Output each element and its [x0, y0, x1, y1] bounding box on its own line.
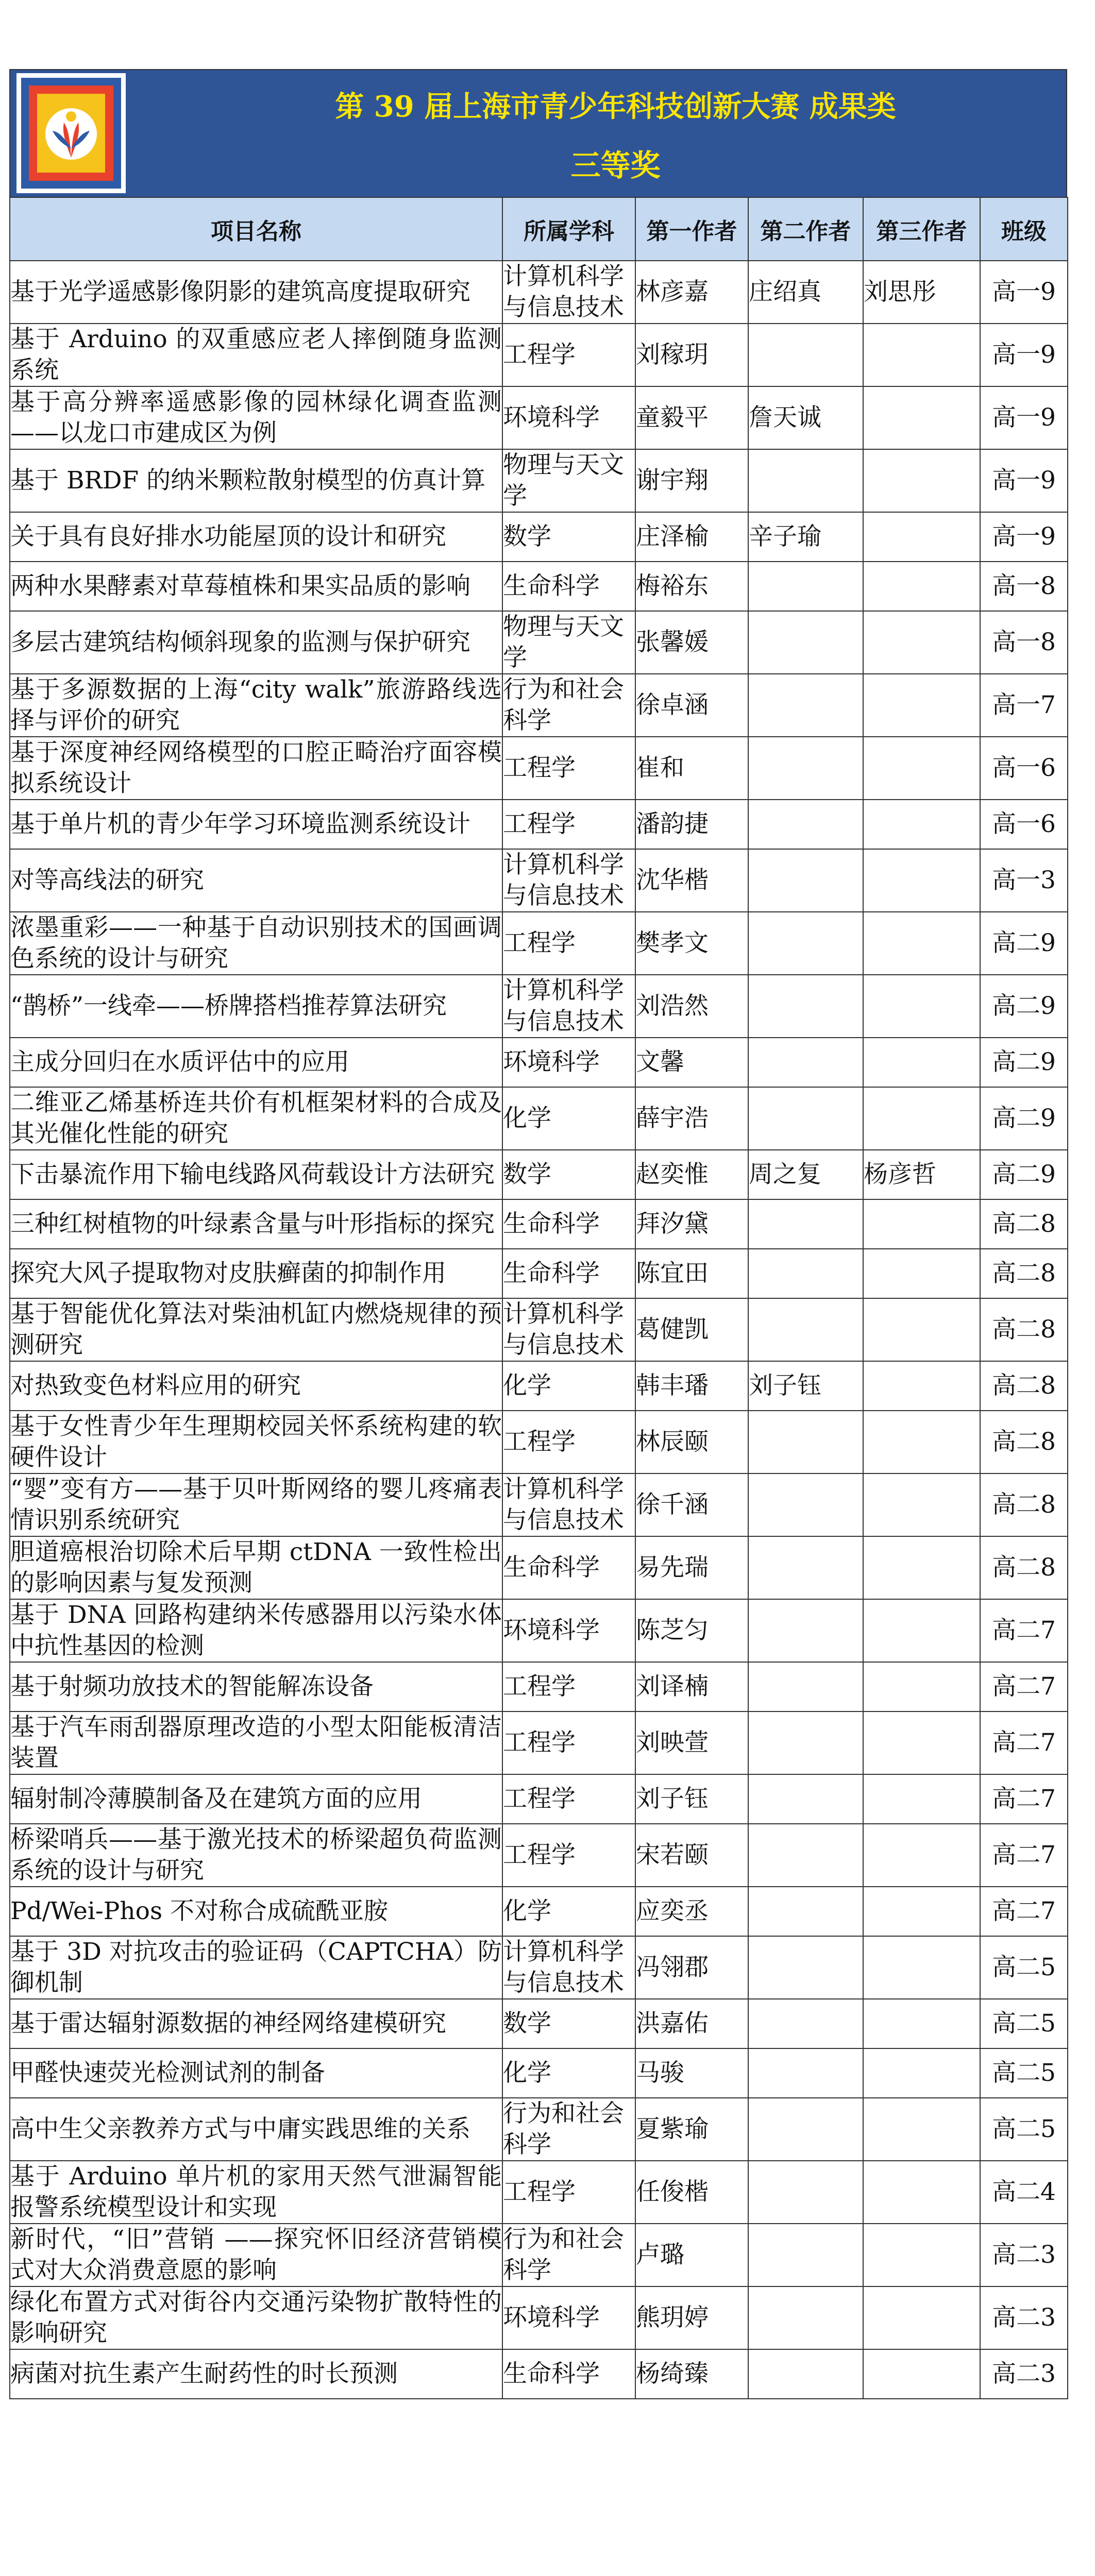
third-author-cell — [863, 1038, 980, 1087]
third-author-cell — [863, 2349, 980, 2399]
second-author-cell — [748, 1774, 863, 1824]
class-cell: 高二7 — [980, 1711, 1068, 1774]
class-cell: 高二7 — [980, 1662, 1068, 1711]
project-title-cell: 基于女性青少年生理期校园关怀系统构建的软硬件设计 — [10, 1411, 502, 1473]
second-author-cell — [748, 1887, 863, 1936]
third-author-cell — [863, 912, 980, 975]
table-row — [10, 386, 1068, 449]
first-author-cell: 赵奕惟 — [635, 1150, 748, 1199]
table-row — [10, 261, 1068, 324]
project-title-cell: 两种水果酵素对草莓植株和果实品质的影响 — [10, 562, 502, 611]
third-author-cell — [863, 1774, 980, 1824]
subject-cell: 工程学 — [502, 1662, 635, 1711]
table-row — [10, 2048, 1068, 2098]
table-row — [10, 512, 1068, 562]
class-cell: 高一6 — [980, 800, 1068, 849]
award-banner — [9, 69, 1067, 197]
third-author-cell — [863, 1199, 980, 1249]
third-author-cell — [863, 737, 980, 800]
second-author-cell — [748, 1999, 863, 2048]
table-row — [10, 1038, 1068, 1087]
class-cell: 高二3 — [980, 2286, 1068, 2349]
second-author-cell — [748, 324, 863, 386]
third-author-cell — [863, 674, 980, 737]
class-cell: 高二8 — [980, 1361, 1068, 1411]
first-author-cell: 杨绮臻 — [635, 2349, 748, 2399]
second-author-cell — [748, 1536, 863, 1599]
first-author-cell: 谢宇翔 — [635, 449, 748, 512]
third-author-cell — [863, 1473, 980, 1536]
first-author-cell: 薛宇浩 — [635, 1087, 748, 1150]
table-row — [10, 1150, 1068, 1199]
second-author-cell — [748, 1936, 863, 1999]
first-author-cell: 冯翎郡 — [635, 1936, 748, 1999]
project-title-cell: 多层古建筑结构倾斜现象的监测与保护研究 — [10, 611, 502, 674]
class-cell: 高二5 — [980, 2098, 1068, 2161]
table-row — [10, 737, 1068, 800]
second-author-cell: 辛子瑜 — [748, 512, 863, 562]
class-cell: 高一9 — [980, 449, 1068, 512]
table-row — [10, 1298, 1068, 1361]
table-row — [10, 912, 1068, 975]
first-author-cell: 梅裕东 — [635, 562, 748, 611]
subject-cell: 工程学 — [502, 800, 635, 849]
subject-cell: 生命科学 — [502, 2349, 635, 2399]
subject-cell: 计算机科学与信息技术 — [502, 849, 635, 912]
project-title-cell: 对等高线法的研究 — [10, 849, 502, 912]
second-author-cell: 詹天诚 — [748, 386, 863, 449]
first-author-cell: 张馨媛 — [635, 611, 748, 674]
class-cell: 高二7 — [980, 1774, 1068, 1824]
first-author-cell: 沈华楷 — [635, 849, 748, 912]
subject-cell: 工程学 — [502, 912, 635, 975]
first-author-cell: 夏紫瑜 — [635, 2098, 748, 2161]
first-author-cell: 刘稼玥 — [635, 324, 748, 386]
third-author-cell — [863, 1361, 980, 1411]
subject-cell: 行为和社会科学 — [502, 2224, 635, 2286]
award-level-title: 三等奖 — [570, 148, 661, 183]
class-cell: 高二8 — [980, 1536, 1068, 1599]
table-row — [10, 1249, 1068, 1298]
subject-cell: 计算机科学与信息技术 — [502, 1936, 635, 1999]
subject-cell: 生命科学 — [502, 1249, 635, 1298]
second-author-cell — [748, 1824, 863, 1887]
first-author-cell: 徐千涵 — [635, 1473, 748, 1536]
subject-cell: 数学 — [502, 512, 635, 562]
subject-cell: 生命科学 — [502, 562, 635, 611]
class-cell: 高二7 — [980, 1824, 1068, 1887]
third-author-cell — [863, 1662, 980, 1711]
table-row — [10, 1936, 1068, 1999]
project-title-cell: 新时代，“旧”营销 ——探究怀旧经济营销模式对大众消费意愿的影响 — [10, 2224, 502, 2286]
table-row — [10, 674, 1068, 737]
column-header-class: 班级 — [980, 197, 1068, 261]
table-row — [10, 1087, 1068, 1150]
class-cell: 高一9 — [980, 512, 1068, 562]
first-author-cell: 潘韵捷 — [635, 800, 748, 849]
table-row — [10, 2286, 1068, 2349]
subject-cell: 工程学 — [502, 1824, 635, 1887]
second-author-cell — [748, 2349, 863, 2399]
second-author-cell — [748, 449, 863, 512]
first-author-cell: 童毅平 — [635, 386, 748, 449]
project-title-cell: 基于 BRDF 的纳米颗粒散射模型的仿真计算 — [10, 449, 502, 512]
class-cell: 高二3 — [980, 2224, 1068, 2286]
third-author-cell — [863, 386, 980, 449]
table-row — [10, 1999, 1068, 2048]
second-author-cell — [748, 1473, 863, 1536]
column-header-second-author: 第二作者 — [748, 197, 863, 261]
subject-cell: 化学 — [502, 2048, 635, 2098]
second-author-cell: 庄绍真 — [748, 261, 863, 324]
second-author-cell — [748, 1662, 863, 1711]
third-author-cell — [863, 512, 980, 562]
class-cell: 高一9 — [980, 261, 1068, 324]
subject-cell: 工程学 — [502, 737, 635, 800]
project-title-cell: 下击暴流作用下输电线路风荷载设计方法研究 — [10, 1150, 502, 1199]
second-author-cell — [748, 1711, 863, 1774]
project-title-cell: 基于 DNA 回路构建纳米传感器用以污染水体中抗性基因的检测 — [10, 1599, 502, 1662]
second-author-cell — [748, 674, 863, 737]
table-row — [10, 1411, 1068, 1473]
third-author-cell — [863, 2286, 980, 2349]
class-cell: 高一9 — [980, 324, 1068, 386]
project-title-cell: 基于深度神经网络模型的口腔正畸治疗面容模拟系统设计 — [10, 737, 502, 800]
first-author-cell: 熊玥婷 — [635, 2286, 748, 2349]
third-author-cell — [863, 611, 980, 674]
subject-cell: 化学 — [502, 1887, 635, 1936]
project-title-cell: 辐射制冷薄膜制备及在建筑方面的应用 — [10, 1774, 502, 1824]
table-row — [10, 2161, 1068, 2224]
second-author-cell — [748, 2224, 863, 2286]
third-author-cell — [863, 975, 980, 1038]
table-row — [10, 2224, 1068, 2286]
column-header-first-author: 第一作者 — [635, 197, 748, 261]
table-row — [10, 2349, 1068, 2399]
subject-cell: 计算机科学与信息技术 — [502, 1473, 635, 1536]
second-author-cell — [748, 849, 863, 912]
table-row — [10, 1711, 1068, 1774]
subject-cell: 数学 — [502, 1999, 635, 2048]
class-cell: 高二7 — [980, 1887, 1068, 1936]
table-row — [10, 449, 1068, 512]
first-author-cell: 刘浩然 — [635, 975, 748, 1038]
class-cell: 高一7 — [980, 674, 1068, 737]
project-title-cell: Pd/Wei-Phos 不对称合成硫酰亚胺 — [10, 1887, 502, 1936]
class-cell: 高二5 — [980, 1999, 1068, 2048]
third-author-cell — [863, 2161, 980, 2224]
project-title-cell: 甲醛快速荧光检测试剂的制备 — [10, 2048, 502, 2098]
subject-cell: 生命科学 — [502, 1536, 635, 1599]
table-row — [10, 1599, 1068, 1662]
subject-cell: 物理与天文学 — [502, 449, 635, 512]
second-author-cell — [748, 975, 863, 1038]
column-header-third-author: 第三作者 — [863, 197, 980, 261]
class-cell: 高二8 — [980, 1473, 1068, 1536]
subject-cell: 环境科学 — [502, 386, 635, 449]
project-title-cell: 桥梁哨兵——基于激光技术的桥梁超负荷监测系统的设计与研究 — [10, 1824, 502, 1887]
third-author-cell — [863, 1936, 980, 1999]
third-author-cell — [863, 562, 980, 611]
first-author-cell: 陈芝匀 — [635, 1599, 748, 1662]
table-body — [10, 261, 1068, 2399]
second-author-cell — [748, 1087, 863, 1150]
table-row — [10, 975, 1068, 1038]
third-author-cell — [863, 2098, 980, 2161]
project-title-cell: 基于雷达辐射源数据的神经网络建模研究 — [10, 1999, 502, 2048]
first-author-cell: 陈宜田 — [635, 1249, 748, 1298]
class-cell: 高一8 — [980, 611, 1068, 674]
first-author-cell: 任俊楷 — [635, 2161, 748, 2224]
second-author-cell — [748, 1298, 863, 1361]
project-title-cell: 基于汽车雨刮器原理改造的小型太阳能板清洁装置 — [10, 1711, 502, 1774]
subject-cell: 工程学 — [502, 1711, 635, 1774]
project-title-cell: 三种红树植物的叶绿素含量与叶形指标的探究 — [10, 1199, 502, 1249]
third-author-cell — [863, 1824, 980, 1887]
first-author-cell: 马骏 — [635, 2048, 748, 2098]
first-author-cell: 拜汐黛 — [635, 1199, 748, 1249]
project-title-cell: 关于具有良好排水功能屋顶的设计和研究 — [10, 512, 502, 562]
second-author-cell — [748, 1038, 863, 1087]
project-title-cell: 二维亚乙烯基桥连共价有机框架材料的合成及其光催化性能的研究 — [10, 1087, 502, 1150]
second-author-cell — [748, 737, 863, 800]
project-title-cell: “鹊桥”一线牵——桥牌搭档推荐算法研究 — [10, 975, 502, 1038]
first-author-cell: 文馨 — [635, 1038, 748, 1087]
class-cell: 高二4 — [980, 2161, 1068, 2224]
table-row — [10, 1536, 1068, 1599]
class-cell: 高一8 — [980, 562, 1068, 611]
class-cell: 高二9 — [980, 912, 1068, 975]
first-author-cell: 应奕丞 — [635, 1887, 748, 1936]
second-author-cell — [748, 562, 863, 611]
subject-cell: 计算机科学与信息技术 — [502, 1298, 635, 1361]
subject-cell: 化学 — [502, 1087, 635, 1150]
third-author-cell — [863, 449, 980, 512]
class-cell: 高二8 — [980, 1249, 1068, 1298]
table-row — [10, 1662, 1068, 1711]
class-cell: 高二5 — [980, 1936, 1068, 1999]
subject-cell: 工程学 — [502, 2161, 635, 2224]
first-author-cell: 韩丰璠 — [635, 1361, 748, 1411]
first-author-cell: 崔和 — [635, 737, 748, 800]
second-author-cell — [748, 800, 863, 849]
third-author-cell — [863, 1887, 980, 1936]
second-author-cell — [748, 1249, 863, 1298]
second-author-cell: 周之复 — [748, 1150, 863, 1199]
awards-table — [9, 197, 1068, 2399]
third-author-cell — [863, 324, 980, 386]
project-title-cell: 绿化布置方式对街谷内交通污染物扩散特性的影响研究 — [10, 2286, 502, 2349]
table-row — [10, 1473, 1068, 1536]
subject-cell: 数学 — [502, 1150, 635, 1199]
class-cell: 高二7 — [980, 1599, 1068, 1662]
class-cell: 高二8 — [980, 1199, 1068, 1249]
project-title-cell: 浓墨重彩——一种基于自动识别技术的国画调色系统的设计与研究 — [10, 912, 502, 975]
project-title-cell: 基于光学遥感影像阴影的建筑高度提取研究 — [10, 261, 502, 324]
class-cell: 高一3 — [980, 849, 1068, 912]
third-author-cell — [863, 1536, 980, 1599]
second-author-cell — [748, 2161, 863, 2224]
third-author-cell — [863, 1999, 980, 2048]
third-author-cell — [863, 1249, 980, 1298]
project-title-cell: 基于 Arduino 的双重感应老人摔倒随身监测系统 — [10, 324, 502, 386]
second-author-cell — [748, 1199, 863, 1249]
class-cell: 高二9 — [980, 1150, 1068, 1199]
third-author-cell: 刘思彤 — [863, 261, 980, 324]
second-author-cell: 刘子钰 — [748, 1361, 863, 1411]
third-author-cell — [863, 2048, 980, 2098]
column-header-subject: 所属学科 — [502, 197, 635, 261]
project-title-cell: 基于智能优化算法对柴油机缸内燃烧规律的预测研究 — [10, 1298, 502, 1361]
first-author-cell: 林彦嘉 — [635, 261, 748, 324]
first-author-cell: 庄泽榆 — [635, 512, 748, 562]
subject-cell: 环境科学 — [502, 1599, 635, 1662]
third-author-cell — [863, 1599, 980, 1662]
table-header-row — [10, 197, 1068, 261]
table-row — [10, 611, 1068, 674]
subject-cell: 计算机科学与信息技术 — [502, 975, 635, 1038]
subject-cell: 环境科学 — [502, 1038, 635, 1087]
third-author-cell — [863, 849, 980, 912]
subject-cell: 计算机科学与信息技术 — [502, 261, 635, 324]
class-cell: 高二9 — [980, 1087, 1068, 1150]
class-cell: 高一9 — [980, 386, 1068, 449]
project-title-cell: 基于多源数据的上海“city walk”旅游路线选择与评价的研究 — [10, 674, 502, 737]
table-row — [10, 324, 1068, 386]
second-author-cell — [748, 1411, 863, 1473]
second-author-cell — [748, 2098, 863, 2161]
class-cell: 高一6 — [980, 737, 1068, 800]
subject-cell: 行为和社会科学 — [502, 674, 635, 737]
project-title-cell: “婴”变有方——基于贝叶斯网络的婴儿疼痛表情识别系统研究 — [10, 1473, 502, 1536]
first-author-cell: 刘映萱 — [635, 1711, 748, 1774]
first-author-cell: 洪嘉佑 — [635, 1999, 748, 2048]
class-cell: 高二3 — [980, 2349, 1068, 2399]
project-title-cell: 基于 Arduino 单片机的家用天然气泄漏智能报警系统模型设计和实现 — [10, 2161, 502, 2224]
first-author-cell: 樊孝文 — [635, 912, 748, 975]
first-author-cell: 宋若颐 — [635, 1824, 748, 1887]
subject-cell: 环境科学 — [502, 2286, 635, 2349]
subject-cell: 化学 — [502, 1361, 635, 1411]
first-author-cell: 刘译楠 — [635, 1662, 748, 1711]
third-author-cell — [863, 1298, 980, 1361]
second-author-cell — [748, 912, 863, 975]
table-row — [10, 849, 1068, 912]
class-cell: 高二8 — [980, 1411, 1068, 1473]
second-author-cell — [748, 611, 863, 674]
table-row — [10, 1824, 1068, 1887]
second-author-cell — [748, 2048, 863, 2098]
third-author-cell — [863, 800, 980, 849]
table-row — [10, 2098, 1068, 2161]
first-author-cell: 徐卓涵 — [635, 674, 748, 737]
subject-cell: 工程学 — [502, 1774, 635, 1824]
second-author-cell — [748, 1599, 863, 1662]
first-author-cell: 易先瑞 — [635, 1536, 748, 1599]
table-row — [10, 1199, 1068, 1249]
third-author-cell: 杨彦哲 — [863, 1150, 980, 1199]
first-author-cell: 葛健凯 — [635, 1298, 748, 1361]
table-row — [10, 1361, 1068, 1411]
class-cell: 高二8 — [980, 1298, 1068, 1361]
project-title-cell: 探究大风子提取物对皮肤癣菌的抑制作用 — [10, 1249, 502, 1298]
table-row — [10, 1887, 1068, 1936]
subject-cell: 工程学 — [502, 1411, 635, 1473]
project-title-cell: 对热致变色材料应用的研究 — [10, 1361, 502, 1411]
project-title-cell: 胆道癌根治切除术后早期 ctDNA 一致性检出的影响因素与复发预测 — [10, 1536, 502, 1599]
project-title-cell: 高中生父亲教养方式与中庸实践思维的关系 — [10, 2098, 502, 2161]
class-cell: 高二5 — [980, 2048, 1068, 2098]
column-header-project-title: 项目名称 — [10, 197, 502, 261]
competition-emblem-icon — [14, 71, 128, 195]
table-row — [10, 1774, 1068, 1824]
project-title-cell: 病菌对抗生素产生耐药性的时长预测 — [10, 2349, 502, 2399]
class-cell: 高二9 — [980, 975, 1068, 1038]
second-author-cell — [748, 2286, 863, 2349]
project-title-cell: 主成分回归在水质评估中的应用 — [10, 1038, 502, 1087]
project-title-cell: 基于高分辨率遥感影像的园林绿化调查监测——以龙口市建成区为例 — [10, 386, 502, 449]
table-row — [10, 562, 1068, 611]
third-author-cell — [863, 1087, 980, 1150]
project-title-cell: 基于单片机的青少年学习环境监测系统设计 — [10, 800, 502, 849]
first-author-cell: 卢璐 — [635, 2224, 748, 2286]
first-author-cell: 林辰颐 — [635, 1411, 748, 1473]
subject-cell: 生命科学 — [502, 1199, 635, 1249]
third-author-cell — [863, 1411, 980, 1473]
subject-cell: 行为和社会科学 — [502, 2098, 635, 2161]
page-title: 第 39 届上海市青少年科技创新大赛 成果类 — [335, 90, 896, 124]
third-author-cell — [863, 1711, 980, 1774]
third-author-cell — [863, 2224, 980, 2286]
first-author-cell: 刘子钰 — [635, 1774, 748, 1824]
table-row — [10, 800, 1068, 849]
subject-cell: 物理与天文学 — [502, 611, 635, 674]
class-cell: 高二9 — [980, 1038, 1068, 1087]
project-title-cell: 基于 3D 对抗攻击的验证码（CAPTCHA）防御机制 — [10, 1936, 502, 1999]
subject-cell: 工程学 — [502, 324, 635, 386]
project-title-cell: 基于射频功放技术的智能解冻设备 — [10, 1662, 502, 1711]
